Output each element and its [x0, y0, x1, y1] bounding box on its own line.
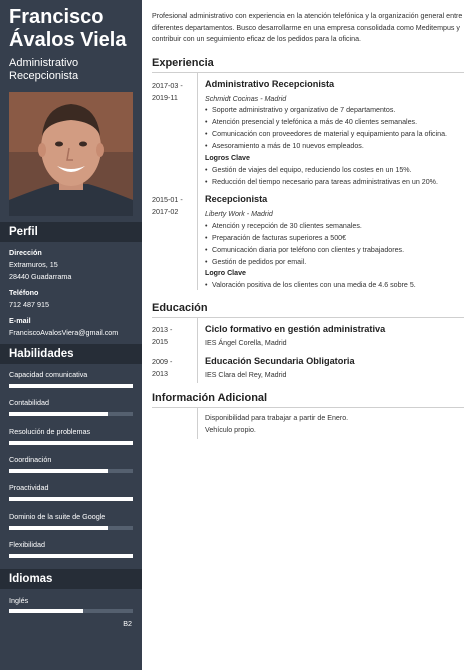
experience-timeline-line: [197, 72, 198, 290]
job-2-date-end: 2017-02: [152, 207, 179, 216]
skill-level-fill: [9, 441, 133, 445]
skill-level-bar: [9, 412, 133, 416]
language-label: Inglés: [9, 596, 29, 605]
job-1-bullet-text: Soporte administrativo y organizativo de 7 departamentos.: [212, 106, 396, 114]
education-2-school: IES Clara del Rey, Madrid: [205, 371, 287, 379]
perfil-heading: Perfil: [0, 222, 142, 242]
job-1-date-end: 2019-11: [152, 93, 178, 102]
job-2-bullet-text: Atención y recepción de 30 clientes semanales.: [212, 222, 362, 230]
skill-label: Proactividad: [9, 483, 49, 492]
candidate-role: [9, 57, 78, 83]
job-2-bullet-text: Gestión de pedidos por email.: [212, 258, 307, 266]
job-2-bullet: • Atención y recepción de 30 clientes semanales.: [205, 222, 362, 230]
language-level-text: B2: [123, 619, 132, 628]
phone-label: Teléfono: [9, 288, 39, 297]
skill-label: Dominio de la suite de Google: [9, 512, 106, 521]
language-level-bar: [9, 609, 133, 613]
education-2-date-end: 2013: [152, 369, 168, 378]
candidate-name: [9, 6, 126, 52]
skill-label: Contabilidad: [9, 398, 49, 407]
professional-summary: Profesional administrativo con experiencia en la atención telefónica y la organización general entre diferentes departamentos. Busco desarrollarme en una empresa consolidada como Meditempus y contribuir con un seguimiento eficaz de los pedidos para la oficina.: [152, 12, 463, 43]
skill-label: Resolución de problemas: [9, 427, 91, 436]
additional-info-line: Vehículo propio.: [205, 426, 256, 434]
email-label: E-mail: [9, 316, 31, 325]
job-2-achievement-text: Valoración positiva de los clientes con una media de 4.6 sobre 5.: [212, 281, 416, 289]
job-1-bullet-text: Asesoramiento a más de 10 nuevos empleados.: [212, 142, 364, 150]
education-1-date: [152, 324, 172, 348]
address-label: Dirección: [9, 248, 42, 257]
job-1-date-start: 2017-03 -: [152, 81, 183, 90]
job-1-company: Schmidt Cocinas - Madrid: [205, 95, 287, 103]
job-2-bullet-text: Preparación de facturas superiores a 500€: [212, 234, 347, 242]
job-2-bullet: • Comunicación diaria por teléfono con clientes y trabajadores.: [205, 246, 405, 254]
role-line-2: Recepcionista: [9, 70, 79, 82]
job-1-title: Administrativo Recepcionista: [205, 79, 335, 89]
skill-level-fill: [9, 526, 108, 530]
skill-level-bar: [9, 469, 133, 473]
job-1-bullet: • Asesoramiento a más de 10 nuevos empleados.: [205, 142, 364, 150]
job-2-bullet: • Gestión de pedidos por email.: [205, 258, 307, 266]
job-1-date: [152, 80, 183, 104]
education-2-date: [152, 356, 172, 380]
job-1-achievement: • Reducción del tiempo necesario para tareas administrativas en un 20%.: [205, 178, 438, 186]
education-1-title: Ciclo formativo en gestión administrativa: [205, 324, 386, 334]
skill-level-fill: [9, 497, 133, 501]
job-1-achievement-text: Gestión de viajes del equipo, reduciendo los costes en un 15%.: [212, 166, 412, 174]
job-1-bullet-text: Atención presencial y telefónica a más de 40 clientes semanales.: [212, 118, 418, 126]
job-1-bullet-text: Comunicación con proveedores de material y equipamiento para la oficina.: [212, 130, 448, 138]
skill-level-fill: [9, 384, 133, 388]
address-line-1: Extramuros, 15: [9, 260, 58, 269]
additional-info-line: Disponibilidad para trabajar a partir de Enero.: [205, 414, 349, 422]
skill-level-fill: [9, 554, 133, 558]
education-divider: [152, 317, 464, 318]
job-2-date-start: 2015-01 -: [152, 195, 183, 204]
job-2-achievements-label: Logro Clave: [205, 269, 246, 277]
skill-level-bar: [9, 497, 133, 501]
additional-info-heading: Información Adicional: [152, 392, 268, 404]
additional-divider: [152, 407, 464, 408]
skill-label: Capacidad comunicativa: [9, 370, 88, 379]
address-line-2: 28440 Guadarrama: [9, 272, 72, 281]
education-1-date-start: 2013 -: [152, 325, 173, 334]
job-2-company: Liberty Work - Madrid: [205, 210, 273, 218]
job-1-bullet: • Comunicación con proveedores de material y equipamiento para la oficina.: [205, 130, 448, 138]
skill-level-bar: [9, 384, 133, 388]
additional-timeline-line: [197, 407, 198, 439]
skill-level-fill: [9, 469, 108, 473]
name-line-2: Ávalos Viela: [9, 29, 127, 51]
name-line-1: Francisco: [9, 6, 104, 28]
languages-heading: Idiomas: [0, 569, 142, 589]
skill-level-fill: [9, 412, 108, 416]
skill-level-bar: [9, 526, 133, 530]
job-2-date: [152, 194, 183, 218]
job-1-bullet: • Soporte administrativo y organizativo de 7 departamentos.: [205, 106, 396, 114]
phone-number: 712 487 915: [9, 300, 49, 309]
role-line-1: Administrativo: [9, 57, 79, 69]
skill-level-bar: [9, 441, 133, 445]
job-1-achievements-label: Logros Clave: [205, 154, 250, 162]
skill-label: Flexibilidad: [9, 540, 45, 549]
job-2-bullet-text: Comunicación diaria por teléfono con clientes y trabajadores.: [212, 246, 405, 254]
experience-divider: [152, 72, 464, 73]
profile-photo: [9, 92, 133, 216]
education-2-title: Educación Secundaria Obligatoria: [205, 356, 355, 366]
job-2-title: Recepcionista: [205, 194, 268, 204]
language-level-fill: [9, 609, 83, 613]
experience-heading: Experiencia: [152, 57, 214, 69]
job-2-bullet: • Preparación de facturas superiores a 500€: [205, 234, 347, 242]
education-heading: Educación: [152, 302, 208, 314]
job-1-achievement-text: Reducción del tiempo necesario para tareas administrativas en un 20%.: [212, 178, 438, 186]
job-1-achievement: • Gestión de viajes del equipo, reduciendo los costes en un 15%.: [205, 166, 412, 174]
sidebar: [0, 0, 142, 670]
education-1-school: IES Ángel Corella, Madrid: [205, 339, 287, 347]
email-address: FranciscoAvalosViera@gmail.com: [9, 328, 119, 337]
education-timeline-line: [197, 317, 198, 383]
skill-label: Coordinación: [9, 455, 52, 464]
education-2-date-start: 2009 -: [152, 357, 173, 366]
job-2-achievement: • Valoración positiva de los clientes con una media de 4.6 sobre 5.: [205, 281, 416, 289]
education-1-date-end: 2015: [152, 337, 168, 346]
job-1-bullet: • Atención presencial y telefónica a más de 40 clientes semanales.: [205, 118, 418, 126]
skill-level-bar: [9, 554, 133, 558]
skills-heading: Habilidades: [0, 344, 142, 364]
